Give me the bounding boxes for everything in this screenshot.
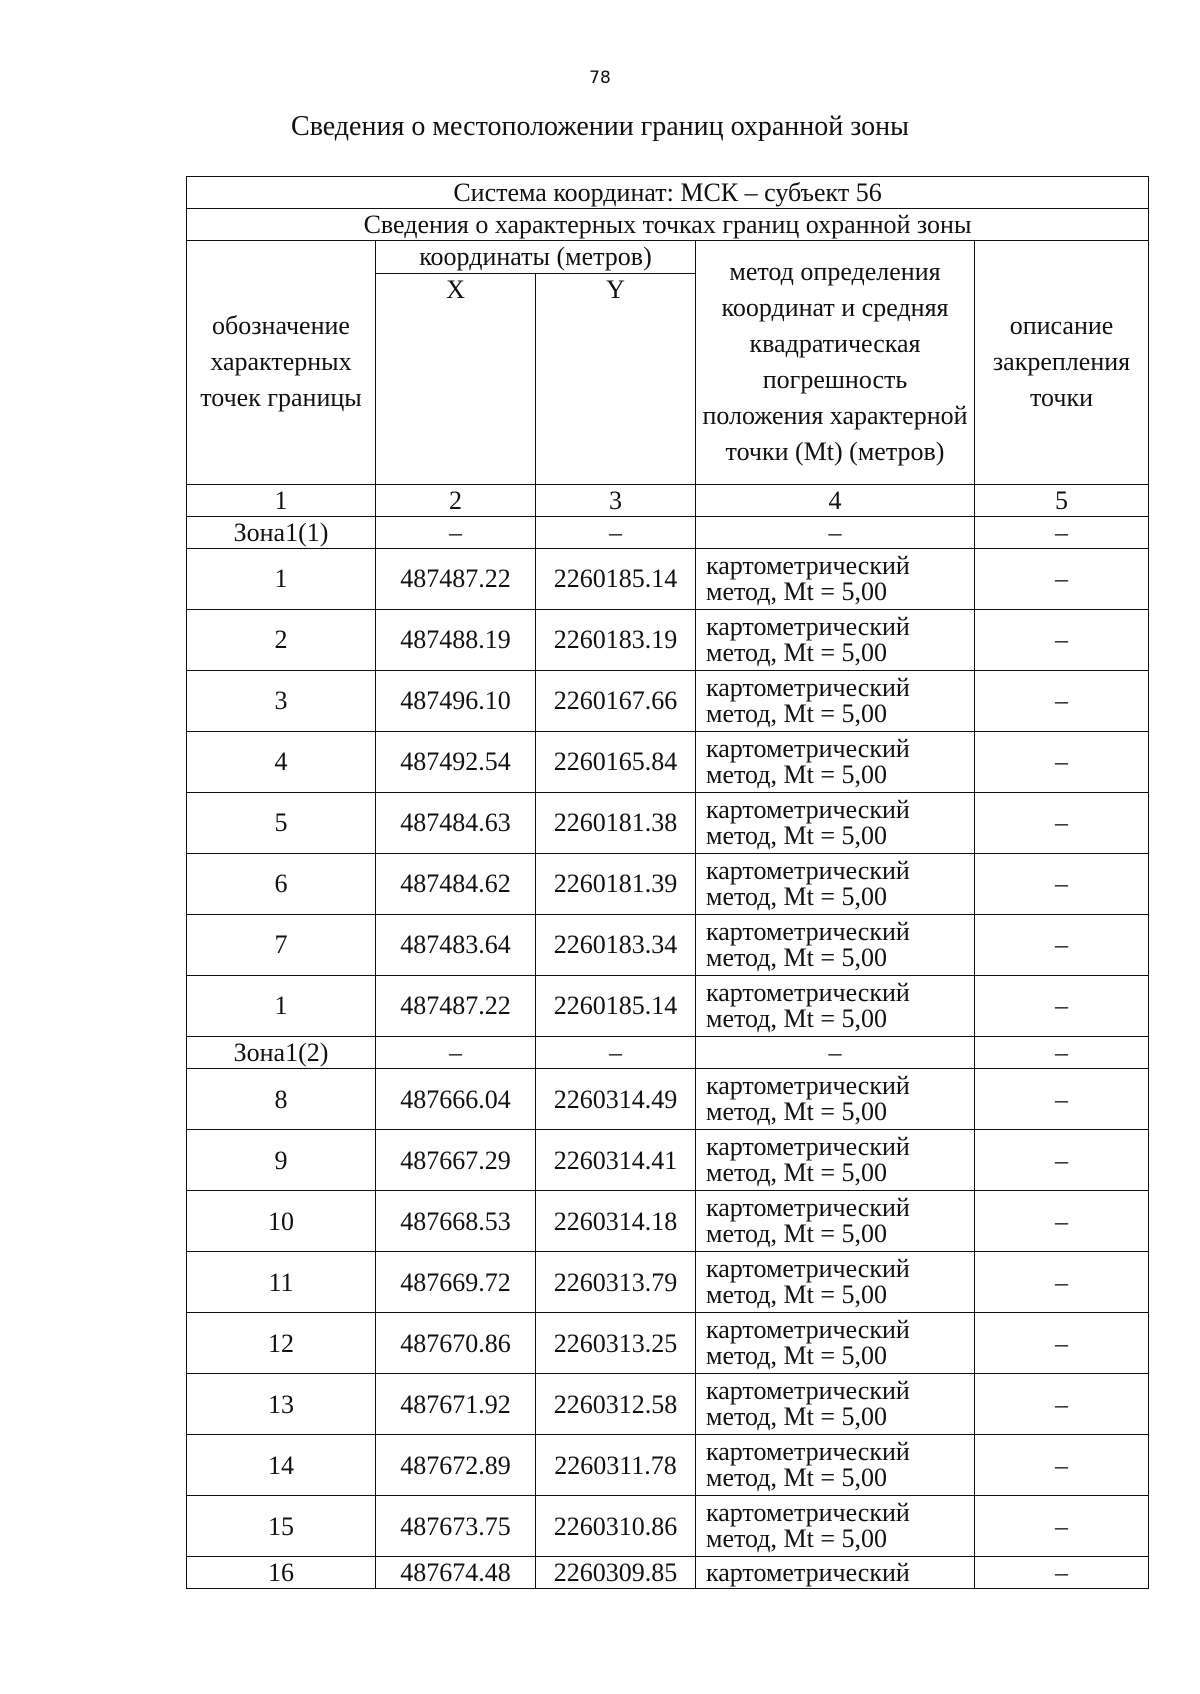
- point-id: 7: [187, 914, 376, 975]
- y-value: 2260313.25: [536, 1313, 696, 1374]
- dash-cell: –: [696, 516, 975, 548]
- method-cell: [696, 1069, 975, 1130]
- description-cell: –: [975, 731, 1149, 792]
- description-cell: –: [975, 792, 1149, 853]
- method-cell: [696, 670, 975, 731]
- method-line-2: метод, Mt = 5,00: [706, 1524, 887, 1554]
- table-row: [187, 1252, 1149, 1313]
- point-id: 15: [187, 1496, 376, 1557]
- column-number: 1: [187, 484, 376, 516]
- method-cell: [696, 1313, 975, 1374]
- header-x: X: [376, 273, 536, 484]
- method-cell: [696, 792, 975, 853]
- section-title-row: [187, 209, 1149, 241]
- x-value: 487674.48: [376, 1557, 536, 1589]
- method-cell: [696, 853, 975, 914]
- point-id: 12: [187, 1313, 376, 1374]
- table-row: [187, 731, 1149, 792]
- x-value: 487668.53: [376, 1191, 536, 1252]
- table-row: [187, 853, 1149, 914]
- point-id: 1: [187, 548, 376, 609]
- method-cell: [696, 1374, 975, 1435]
- method-line-2: метод, Mt = 5,00: [706, 1463, 887, 1493]
- y-value: 2260185.14: [536, 548, 696, 609]
- y-value: 2260309.85: [536, 1557, 696, 1589]
- method-cell: [696, 609, 975, 670]
- y-value: 2260313.79: [536, 1252, 696, 1313]
- description-cell: –: [975, 1313, 1149, 1374]
- column-number: 2: [376, 484, 536, 516]
- method-line-2: метод, Mt = 5,00: [706, 1097, 887, 1127]
- point-id: 4: [187, 731, 376, 792]
- method-line-2: метод, Mt = 5,00: [706, 942, 887, 972]
- method-line-1: картометрический: [706, 611, 910, 641]
- table-row: [187, 1435, 1149, 1496]
- dash-cell: –: [975, 516, 1149, 548]
- x-value: 487666.04: [376, 1069, 536, 1130]
- y-value: 2260183.34: [536, 914, 696, 975]
- page-title: Сведения о местоположении границ охранной зоны: [291, 111, 909, 142]
- table-row: [187, 792, 1149, 853]
- y-value: 2260185.14: [536, 975, 696, 1036]
- column-numbers-row: [187, 484, 1149, 516]
- method-line-1: картометрический: [706, 550, 910, 580]
- method-line-2: метод, Mt = 5,00: [706, 820, 887, 850]
- table-row: [187, 609, 1149, 670]
- point-id: 13: [187, 1374, 376, 1435]
- description-cell: –: [975, 1191, 1149, 1252]
- description-cell: –: [975, 853, 1149, 914]
- y-value: 2260314.49: [536, 1069, 696, 1130]
- x-value: 487488.19: [376, 609, 536, 670]
- method-cell: [696, 1496, 975, 1557]
- y-value: 2260165.84: [536, 731, 696, 792]
- method-line-1: картометрический: [706, 1132, 910, 1162]
- method-cell: [696, 975, 975, 1036]
- description-cell: –: [975, 609, 1149, 670]
- column-number: 5: [975, 484, 1149, 516]
- y-value: 2260167.66: [536, 670, 696, 731]
- point-id: 8: [187, 1069, 376, 1130]
- header-point-designation: обозначение характерных точек границы: [187, 241, 376, 484]
- method-line-2: метод, Mt = 5,00: [706, 1341, 887, 1371]
- description-cell: –: [975, 1130, 1149, 1191]
- point-id: 2: [187, 609, 376, 670]
- table-row: [187, 548, 1149, 609]
- method-line-2: метод, Mt = 5,00: [706, 759, 887, 789]
- method-line-1: картометрический: [706, 977, 910, 1007]
- method-line-1: картометрический: [706, 794, 910, 824]
- table-row: [187, 1069, 1149, 1130]
- x-value: 487487.22: [376, 548, 536, 609]
- zone-row: [187, 516, 1149, 548]
- description-cell: –: [975, 1252, 1149, 1313]
- description-cell: –: [975, 1496, 1149, 1557]
- point-id: 14: [187, 1435, 376, 1496]
- description-cell: –: [975, 548, 1149, 609]
- zone-row: [187, 1036, 1149, 1068]
- table-row: [187, 975, 1149, 1036]
- x-value: 487492.54: [376, 731, 536, 792]
- y-value: 2260311.78: [536, 1435, 696, 1496]
- column-number: 4: [696, 484, 975, 516]
- method-line-1: картометрический: [706, 855, 910, 885]
- method-line-1: картометрический: [706, 916, 910, 946]
- y-value: 2260312.58: [536, 1374, 696, 1435]
- header-y: Y: [536, 273, 696, 484]
- x-value: 487484.63: [376, 792, 536, 853]
- zone-name: Зона1(1): [187, 516, 376, 548]
- point-id: 16: [187, 1557, 376, 1589]
- method-cell: [696, 731, 975, 792]
- header-method: метод определения координат и средняя квадратическая погрешность положения характерной точки (Mt) (метров): [696, 241, 975, 484]
- table-row: [187, 670, 1149, 731]
- method-cell: [696, 548, 975, 609]
- coordinates-table-body: [187, 177, 1149, 1589]
- y-value: 2260183.19: [536, 609, 696, 670]
- x-value: 487484.62: [376, 853, 536, 914]
- x-value: 487673.75: [376, 1496, 536, 1557]
- table-row: [187, 914, 1149, 975]
- method-line-2: метод, Mt = 5,00: [706, 637, 887, 667]
- method-line-2: метод, Mt = 5,00: [706, 1158, 887, 1188]
- dash-cell: –: [536, 516, 696, 548]
- y-value: 2260314.41: [536, 1130, 696, 1191]
- method-line-2: метод, Mt = 5,00: [706, 1402, 887, 1432]
- y-value: 2260314.18: [536, 1191, 696, 1252]
- method-line-1: картометрический: [706, 1193, 910, 1223]
- coordinate-system-cell: Система координат: МСК – субъект 56: [187, 177, 1149, 209]
- table-row: [187, 1557, 1149, 1589]
- dash-cell: –: [975, 1036, 1149, 1068]
- method-line-1: картометрический: [706, 1315, 910, 1345]
- method-cell: [696, 1130, 975, 1191]
- x-value: 487669.72: [376, 1252, 536, 1313]
- y-value: 2260181.38: [536, 792, 696, 853]
- method-line-2: метод, Mt = 5,00: [706, 1219, 887, 1249]
- description-cell: –: [975, 670, 1149, 731]
- method-line-1: картометрический: [706, 1071, 910, 1101]
- page-number: 78: [589, 68, 611, 88]
- table-row: [187, 1374, 1149, 1435]
- method-line-1: картометрический: [706, 672, 910, 702]
- dash-cell: –: [376, 1036, 536, 1068]
- column-number: 3: [536, 484, 696, 516]
- header-row: [187, 241, 1149, 273]
- method-cell: [696, 1252, 975, 1313]
- x-value: 487483.64: [376, 914, 536, 975]
- header-coordinates: координаты (метров): [376, 241, 696, 273]
- method-line-2: метод, Mt = 5,00: [706, 1003, 887, 1033]
- method-line-1: картометрический: [706, 1437, 910, 1467]
- method-cell: картометрический: [696, 1557, 975, 1589]
- point-id: 11: [187, 1252, 376, 1313]
- coordinates-table: [186, 176, 1149, 1589]
- method-line-1: картометрический: [706, 1254, 910, 1284]
- method-line-1: картометрический: [706, 733, 910, 763]
- description-cell: –: [975, 1069, 1149, 1130]
- x-value: 487670.86: [376, 1313, 536, 1374]
- method-line-1: картометрический: [706, 1376, 910, 1406]
- method-line-2: метод, Mt = 5,00: [706, 881, 887, 911]
- y-value: 2260310.86: [536, 1496, 696, 1557]
- dash-cell: –: [376, 516, 536, 548]
- header-description: описание закрепления точки: [975, 241, 1149, 484]
- point-id: 6: [187, 853, 376, 914]
- table-row: [187, 1130, 1149, 1191]
- description-cell: –: [975, 975, 1149, 1036]
- method-cell: [696, 1435, 975, 1496]
- section-title-cell: Сведения о характерных точках границ охранной зоны: [187, 209, 1149, 241]
- method-line-1: картометрический: [706, 1498, 910, 1528]
- x-value: 487487.22: [376, 975, 536, 1036]
- point-id: 5: [187, 792, 376, 853]
- description-cell: –: [975, 1374, 1149, 1435]
- point-id: 10: [187, 1191, 376, 1252]
- x-value: 487667.29: [376, 1130, 536, 1191]
- point-id: 1: [187, 975, 376, 1036]
- description-cell: –: [975, 1557, 1149, 1589]
- method-line-2: метод, Mt = 5,00: [706, 576, 887, 606]
- method-line-2: метод, Mt = 5,00: [706, 698, 887, 728]
- coordinate-system-row: [187, 177, 1149, 209]
- point-id: 9: [187, 1130, 376, 1191]
- table-row: [187, 1313, 1149, 1374]
- table-row: [187, 1191, 1149, 1252]
- x-value: 487672.89: [376, 1435, 536, 1496]
- method-cell: [696, 914, 975, 975]
- method-cell: [696, 1191, 975, 1252]
- point-id: 3: [187, 670, 376, 731]
- method-line-2: метод, Mt = 5,00: [706, 1280, 887, 1310]
- zone-name: Зона1(2): [187, 1036, 376, 1068]
- table-row: [187, 1496, 1149, 1557]
- x-value: 487496.10: [376, 670, 536, 731]
- y-value: 2260181.39: [536, 853, 696, 914]
- description-cell: –: [975, 914, 1149, 975]
- dash-cell: –: [696, 1036, 975, 1068]
- description-cell: –: [975, 1435, 1149, 1496]
- dash-cell: –: [536, 1036, 696, 1068]
- x-value: 487671.92: [376, 1374, 536, 1435]
